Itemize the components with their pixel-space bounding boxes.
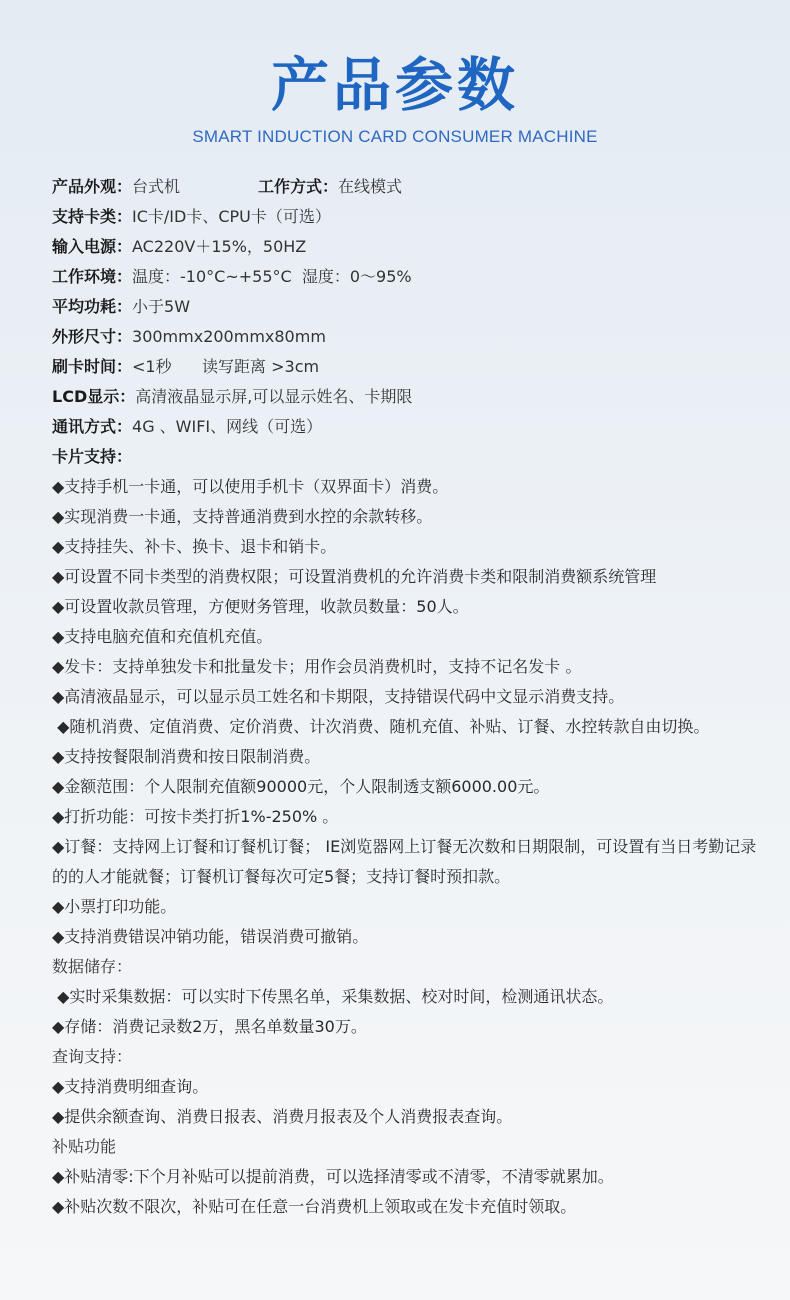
spec-row-lcd <box>52 382 762 412</box>
spec-label: 输入电源： <box>52 237 133 256</box>
list-item: ◆支持手机一卡通，可以使用手机卡（双界面卡）消费。 <box>52 477 449 496</box>
list-item: ◆可设置收款员管理，方便财务管理，收款员数量：50人。 <box>52 597 469 616</box>
list-item: ◆提供余额查询、消费日报表、消费月报表及个人消费报表查询。 <box>52 1107 513 1126</box>
spec-label: 工作环境： <box>52 267 133 286</box>
list-item: ◆实现消费一卡通，支持普通消费到水控的余款转移。 <box>52 507 433 526</box>
spec-row-card-support <box>52 442 762 472</box>
spec-row-card-type <box>52 202 762 232</box>
spec-row-communication <box>52 412 762 442</box>
list-item: ◆随机消费、定值消费、定价消费、计次消费、随机充值、补贴、订餐、水控转款自由切换。 <box>52 717 710 736</box>
feature-list <box>52 472 764 1222</box>
list-item: ◆金额范围：个人限制充值额90000元，个人限制透支额6000.00元。 <box>52 777 550 796</box>
list-item: ◆支持消费明细查询。 <box>52 1077 209 1096</box>
list-item: ◆打折功能：可按卡类打折1%-250% 。 <box>52 807 339 826</box>
spec-value: 高清液晶显示屏,可以显示姓名、卡期限 <box>135 387 413 406</box>
spec-value: 温度：-10°C~+55°C 湿度：0～95% <box>132 267 412 286</box>
list-item: ◆补贴清零:下个月补贴可以提前消费，可以选择清零或不清零，不清零就累加。 <box>52 1167 614 1186</box>
list-item: ◆高清液晶显示，可以显示员工姓名和卡期限，支持错误代码中文显示消费支持。 <box>52 687 625 706</box>
spec-value: <1秒 <box>132 357 172 376</box>
spec-label: 通讯方式： <box>52 417 133 436</box>
list-item: ◆支持按餐限制消费和按日限制消费。 <box>52 747 321 766</box>
page-title: 产品参数 <box>270 51 519 119</box>
page-subtitle: SMART INDUCTION CARD CONSUMER MACHINE <box>192 127 598 146</box>
spec-value: 读写距离 >3cm <box>202 357 320 376</box>
list-item: ◆支持电脑充值和充值机充值。 <box>52 627 273 646</box>
spec-label: 产品外观： <box>52 177 133 196</box>
list-item: ◆小票打印功能。 <box>52 897 177 916</box>
section-heading-subsidy: 补贴功能 <box>52 1137 117 1156</box>
spec-label: 平均功耗： <box>52 297 133 316</box>
list-item: ◆补贴次数不限次，补贴可在任意一台消费机上领取或在发卡充值时领取。 <box>52 1197 577 1216</box>
spec-value: 在线模式 <box>338 177 403 196</box>
list-item: ◆订餐：支持网上订餐和订餐机订餐； IE浏览器网上订餐无次数和日期限制，可设置有当日考勤记录的的人才能就餐；订餐机订餐每次可定5餐；支持订餐时预扣款。 <box>52 837 757 886</box>
list-item: ◆实时采集数据：可以实时下传黑名单，采集数据、校对时间，检测通讯状态。 <box>52 987 614 1006</box>
section-heading-query: 查询支持： <box>52 1047 133 1066</box>
section-heading-storage: 数据储存： <box>52 957 133 976</box>
spec-value: 300mmx200mmx80mm <box>132 327 326 346</box>
spec-value: 小于5W <box>132 297 191 316</box>
spec-value: 4G 、WIFI、网线（可选） <box>132 417 323 436</box>
spec-row-power-consumption <box>52 292 762 322</box>
spec-label: 外形尺寸： <box>52 327 133 346</box>
list-item: ◆支持消费错误冲销功能，错误消费可撤销。 <box>52 927 369 946</box>
spec-row-power <box>52 232 762 262</box>
spec-label: 卡片支持： <box>52 447 133 466</box>
spec-label: LCD显示： <box>52 387 136 406</box>
list-item: ◆可设置不同卡类型的消费权限；可设置消费机的允许消费卡类和限制消费额系统管理 <box>52 567 657 586</box>
spec-row-environment <box>52 262 762 292</box>
spec-row-dimensions <box>52 322 762 352</box>
spec-value: AC220V＋15%，50HZ <box>132 237 307 256</box>
spec-row-swipe-time <box>52 352 762 382</box>
list-item: ◆发卡：支持单独发卡和批量发卡；用作会员消费机时，支持不记名发卡 。 <box>52 657 582 676</box>
spec-label: 工作方式： <box>258 177 339 196</box>
list-item: ◆存储：消费记录数2万，黑名单数量30万。 <box>52 1017 367 1036</box>
spec-label: 支持卡类： <box>52 207 133 226</box>
spec-row-appearance <box>52 172 762 202</box>
spec-value: 台式机 <box>132 177 181 196</box>
list-item: ◆支持挂失、补卡、换卡、退卡和销卡。 <box>52 537 337 556</box>
spec-value: IC卡/ID卡、CPU卡（可选） <box>132 207 331 226</box>
spec-list <box>52 172 762 472</box>
spec-label: 刷卡时间： <box>52 357 133 376</box>
